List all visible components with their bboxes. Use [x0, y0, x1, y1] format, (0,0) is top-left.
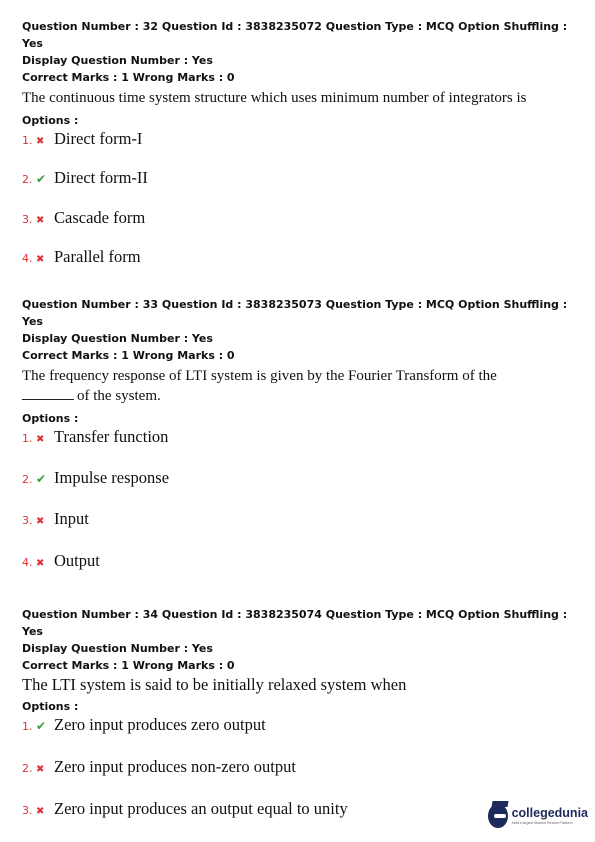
check-icon: ✔ [36, 472, 47, 486]
option-item [22, 509, 89, 529]
check-icon: ✔ [36, 719, 47, 733]
option-number: 1. [22, 432, 33, 445]
question-text-line1: The frequency response of LTI system is given by the Fourier Transform of the [22, 368, 497, 384]
option-text: Zero input produces an output equal to unity [54, 799, 348, 818]
option-number: 3. [22, 213, 33, 226]
option-number: 3. [22, 514, 33, 527]
logo-name: collegedunia [511, 805, 588, 820]
options-label: Options : [22, 412, 79, 425]
option-number: 3. [22, 804, 33, 817]
marks-info: Correct Marks : 1 Wrong Marks : 0 [22, 349, 235, 362]
option-number: 4. [22, 556, 33, 569]
option-text: Zero input produces zero output [54, 715, 266, 734]
option-item [22, 208, 145, 228]
option-item [22, 799, 348, 819]
cross-icon: ✖ [36, 434, 45, 445]
question-33 [22, 296, 573, 577]
cross-icon: ✖ [36, 764, 45, 775]
option-item [22, 715, 266, 735]
cross-icon: ✖ [36, 806, 45, 817]
option-item [22, 551, 100, 571]
option-number: 2. [22, 173, 33, 186]
graduate-mascot-icon [488, 804, 508, 828]
option-text: Parallel form [54, 247, 141, 266]
option-text: Direct form-I [54, 129, 143, 148]
options-label: Options : [22, 700, 79, 713]
option-number: 2. [22, 762, 33, 775]
display-question-number: Display Question Number : Yes [22, 332, 213, 345]
option-text: Input [54, 509, 89, 528]
question-meta: Question Number : 32 Question Id : 3838235072 Question Type : MCQ Option Shuffling : Yes [22, 20, 568, 50]
options-label: Options : [22, 114, 79, 127]
display-question-number: Display Question Number : Yes [22, 642, 213, 655]
option-item [22, 468, 169, 488]
cross-icon: ✖ [36, 516, 45, 527]
cross-icon: ✖ [36, 215, 45, 226]
question-text: The continuous time system structure which uses minimum number of integrators is [22, 90, 527, 106]
option-text: Zero input produces non-zero output [54, 757, 296, 776]
question-32 [22, 18, 573, 279]
option-number: 1. [22, 720, 33, 733]
check-icon: ✔ [36, 172, 47, 186]
question-text-line2: of the system. [77, 388, 161, 404]
option-item [22, 427, 168, 447]
option-text: Transfer function [54, 427, 169, 446]
cross-icon: ✖ [36, 136, 45, 147]
display-question-number: Display Question Number : Yes [22, 54, 213, 67]
option-item [22, 168, 148, 188]
option-text: Direct form-II [54, 168, 148, 187]
options-list [22, 427, 573, 577]
answer-blank [22, 386, 74, 400]
question-text: The LTI system is said to be initially relaxed system when [22, 675, 407, 694]
marks-info: Correct Marks : 1 Wrong Marks : 0 [22, 71, 235, 84]
option-number: 2. [22, 473, 33, 486]
option-item [22, 247, 141, 267]
question-text [22, 367, 573, 406]
options-list [22, 129, 573, 279]
collegedunia-logo [488, 800, 588, 832]
question-meta: Question Number : 33 Question Id : 3838235073 Question Type : MCQ Option Shuffling : Yes [22, 298, 568, 328]
option-item [22, 757, 296, 777]
option-text: Impulse response [54, 468, 170, 487]
option-text: Cascade form [54, 208, 146, 227]
option-number: 4. [22, 252, 33, 265]
logo-tagline: India's largest Student Review Platform [511, 820, 573, 825]
cross-icon: ✖ [36, 254, 45, 265]
option-text: Output [54, 551, 100, 570]
option-number: 1. [22, 134, 33, 147]
cross-icon: ✖ [36, 558, 45, 569]
marks-info: Correct Marks : 1 Wrong Marks : 0 [22, 659, 235, 672]
question-meta: Question Number : 34 Question Id : 3838235074 Question Type : MCQ Option Shuffling : Yes [22, 608, 568, 638]
option-item [22, 129, 142, 149]
